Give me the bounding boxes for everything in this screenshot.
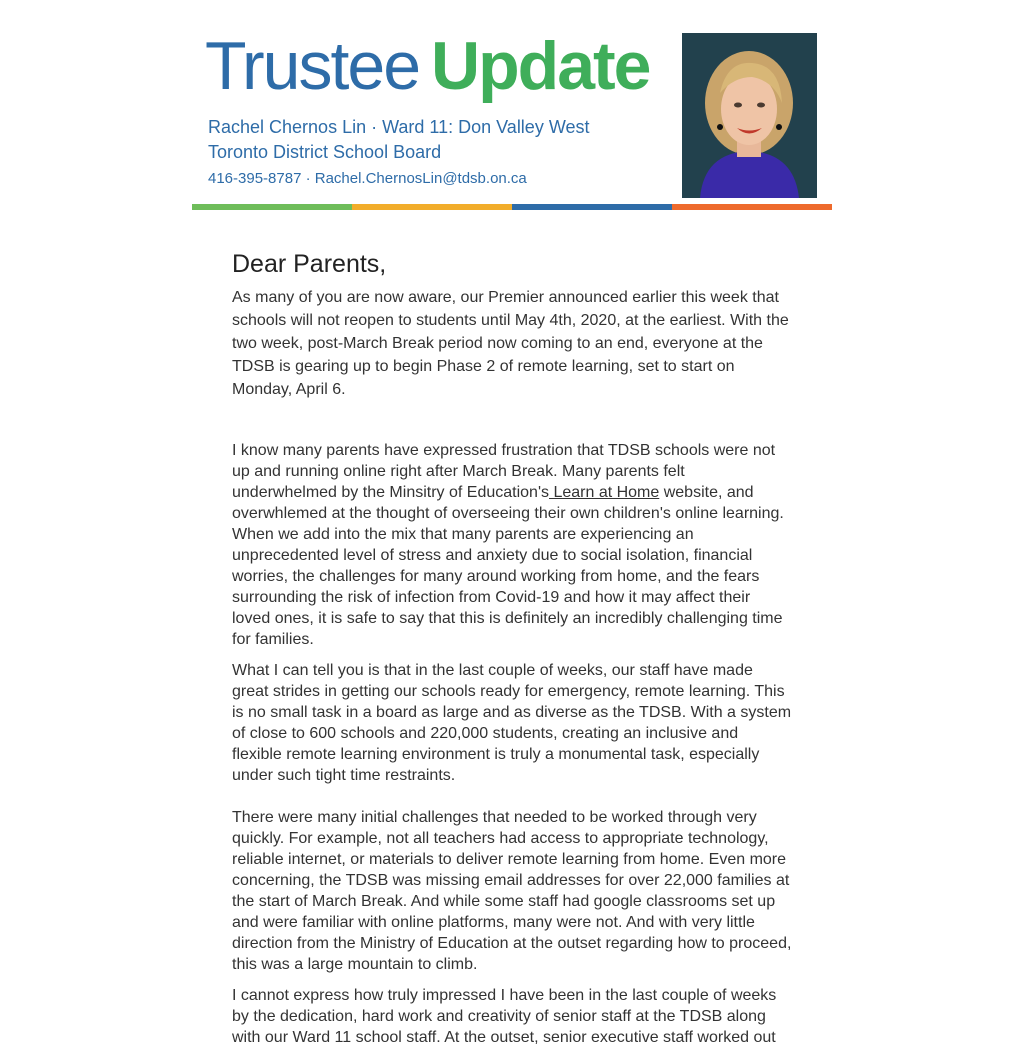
- trustee-name-ward: Rachel Chernos Lin · Ward 11: Don Valley West: [208, 117, 590, 137]
- portrait-illustration: [682, 33, 817, 198]
- color-stripe: [192, 204, 832, 210]
- contact-info: 416-395-8787 · Rachel.ChernosLin@tdsb.on.ca: [208, 170, 527, 187]
- paragraph-2: [232, 440, 792, 650]
- paragraph-2-text-b: website, and overwhlemed at the thought of overseeing their own children's online learning. When we add into the mix that many parents are experiencing an unprecedented level of stress and anxiety due to social isolation, financial worries, the challenges for many around working from home, and the fears surrounding the risk of infection from Covid-19 and how it may affect their loved ones, it is safe to say that this is definitely an incredibly challenging time for families.: [232, 484, 784, 648]
- stripe-green: [192, 204, 352, 210]
- newsletter-header: [192, 0, 832, 212]
- newsletter-title: [205, 26, 649, 106]
- paragraph-3: What I can tell you is that in the last couple of weeks, our staff have made great strides in getting our schools ready for emergency, remote learning. This is no small task in a board as large and as diverse as the TDSB. With a system of close to 600 schools and 220,000 students, creating an inclusive and flexible remote learning environment is truly a monumental task, especially under such tight time restraints.: [232, 662, 792, 784]
- paragraph-4: There were many initial challenges that needed to be worked through very quickly. For example, not all teachers had access to appropriate technology, reliable internet, or materials to deliver remote learning from home. Even more concerning, the TDSB was missing email addresses for over 22,000 families at the start of March Break. And while some staff had google classrooms set up and were familiar with online platforms, many were not. And with very little direction from the Ministry of Education at the outset regarding how to proceed, this was a large mountain to climb.: [232, 809, 792, 973]
- school-board-name: Toronto District School Board: [208, 142, 442, 162]
- learn-at-home-link[interactable]: Learn at Home: [549, 484, 660, 501]
- stripe-blue: [512, 204, 672, 210]
- paragraph-1: As many of you are now aware, our Premier announced earlier this week that schools will not reopen to students until May 4th, 2020, at the earliest. With the two week, post-March Break period now coming to an end, everyone at the TDSB is gearing up to begin Phase 2 of remote learning, set to start on Monday, April 6.: [232, 289, 789, 398]
- stripe-orange: [672, 204, 832, 210]
- stripe-yellow: [352, 204, 512, 210]
- paragraph-5: I cannot express how truly impressed I have been in the last couple of weeks by the dedication, hard work and creativity of senior staff at the TDSB along with our Ward 11 school staff. At the outset, senior executive staff worked out: [232, 987, 777, 1046]
- paragraph-2-text-a: I know many parents have expressed frustration that TDSB schools were not up and running online right after March Break. Many parents felt underwhelmed by the Minsitry of Education's: [232, 442, 776, 501]
- title-word-update: Update: [431, 28, 650, 104]
- title-word-trustee: Trustee: [205, 28, 420, 104]
- newsletter: [192, 0, 832, 1046]
- greeting: Dear Parents,: [232, 250, 387, 278]
- trustee-portrait: [682, 33, 817, 198]
- letter-body: [232, 246, 792, 1048]
